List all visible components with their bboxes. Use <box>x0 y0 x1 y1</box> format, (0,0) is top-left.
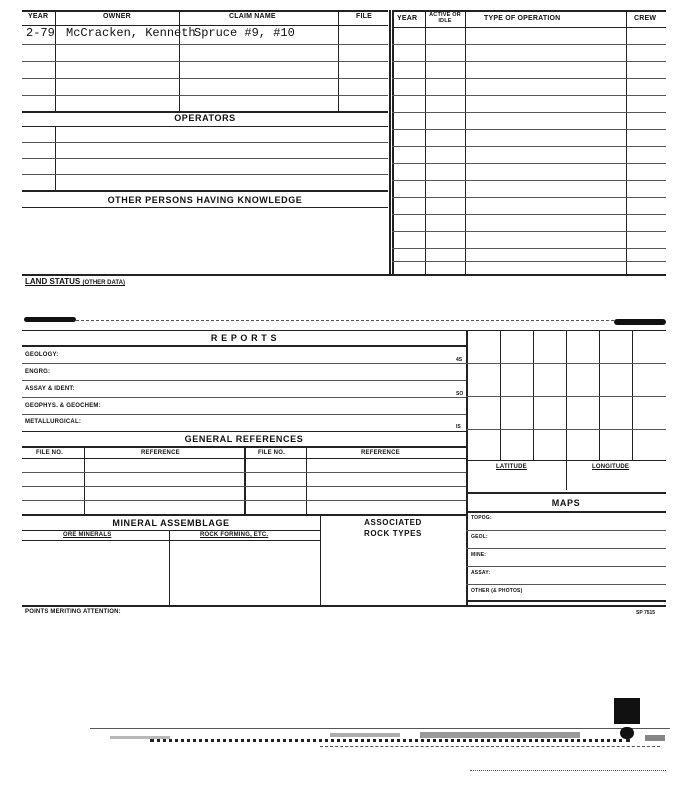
report-geophys: GEOPHYS. & GEOCHEM: <box>25 403 101 409</box>
header-crew: CREW <box>634 15 657 22</box>
map-geol: GEOL: <box>471 534 488 540</box>
header-type-of-operation: TYPE OF OPERATION <box>484 15 561 22</box>
map-assay: ASSAY: <box>471 570 491 576</box>
header-year: YEAR <box>28 13 49 20</box>
mineral-assemblage-title: MINERAL ASSEMBLAGE <box>112 518 230 528</box>
maps-title: MAPS <box>551 498 581 508</box>
right-marker-bar <box>614 319 666 325</box>
rock-forming-label: ROCK FORMING, ETC. <box>200 532 269 538</box>
report-geology: GEOLOGY: <box>25 352 59 358</box>
latitude-label: LATITUDE <box>496 464 527 470</box>
land-status-sub: (OTHER DATA) <box>82 280 125 286</box>
entry-claim-name: Spruce #9, #10 <box>194 26 295 40</box>
header-year-right: YEAR <box>397 15 418 22</box>
general-references-title: GENERAL REFERENCES <box>184 434 304 444</box>
other-persons-title: OTHER PERSONS HAVING KNOWLEDGE <box>107 195 303 205</box>
header-claim-name: CLAIM NAME <box>229 13 276 20</box>
ore-minerals-label: ORE MINERALS <box>63 532 112 538</box>
ref-col-reference-1: REFERENCE <box>141 450 180 456</box>
ref-col-reference-2: REFERENCE <box>361 450 400 456</box>
form-number: SP 7515 <box>636 610 656 616</box>
map-other: OTHER (& PHOTOS) <box>471 588 523 594</box>
header-owner: OWNER <box>103 13 131 20</box>
map-topog: TOPOG: <box>471 515 492 521</box>
report-engrg: ENGRG: <box>25 369 51 375</box>
left-marker-bar <box>24 317 76 322</box>
land-status-main: LAND STATUS <box>25 277 81 286</box>
report-assay-ident: ASSAY & IDENT: <box>25 386 75 392</box>
ref-col-file-no-1: FILE NO. <box>36 450 63 456</box>
report-assay-ident-num: SO <box>456 391 464 397</box>
report-geology-num: 4S <box>456 357 463 363</box>
entry-owner: McCracken, Kenneth <box>66 26 196 40</box>
entry-year: 2-79 <box>26 26 55 40</box>
header-active-or-idle: ACTIVE OR IDLE <box>429 12 461 24</box>
reports-title: R E P O R T S <box>210 333 278 343</box>
header-file: FILE <box>356 13 372 20</box>
report-metallurgical-num: IS <box>456 424 461 430</box>
associated-rock-types-line2: ROCK TYPES <box>363 529 422 538</box>
longitude-label: LONGITUDE <box>592 464 630 470</box>
operators-title: OPERATORS <box>174 113 236 123</box>
land-status-label <box>25 277 125 286</box>
report-metallurgical: METALLURGICAL: <box>25 419 82 425</box>
points-meriting-label: POINTS MERITING ATTENTION: <box>25 609 121 615</box>
map-mine: MINE: <box>471 552 487 558</box>
associated-rock-types-line1: ASSOCIATED <box>364 518 422 527</box>
ref-col-file-no-2: FILE NO. <box>258 450 285 456</box>
